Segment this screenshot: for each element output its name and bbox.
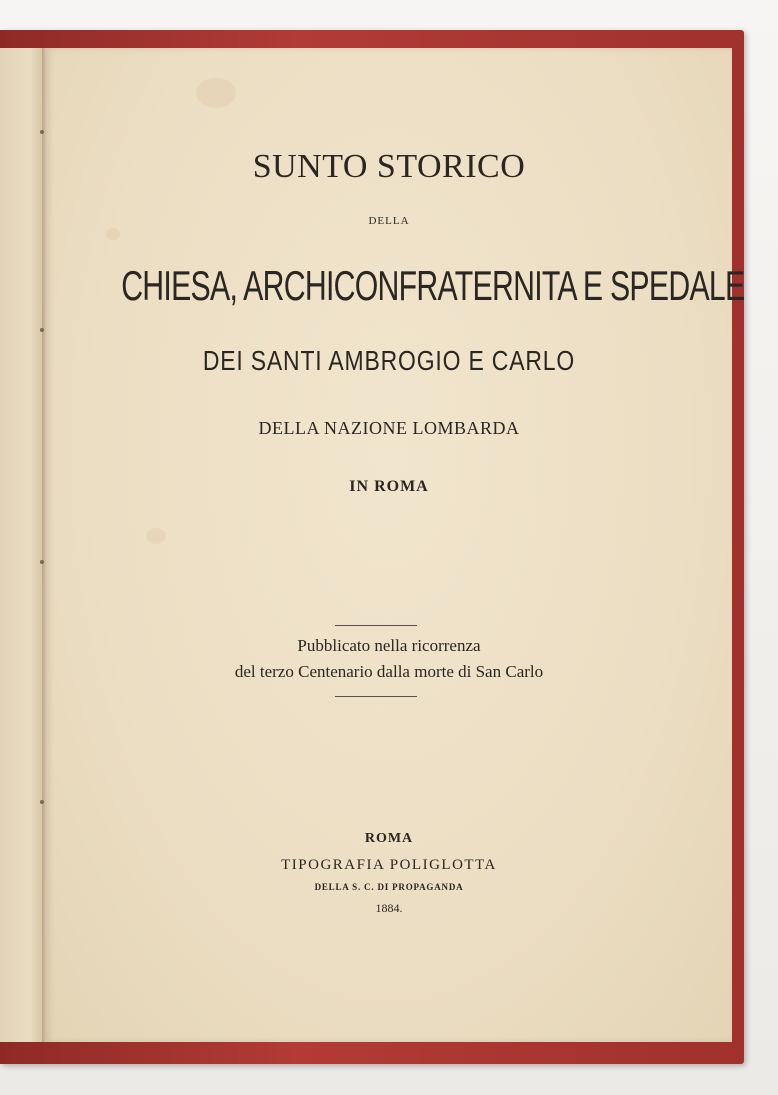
della-connector: DELLA [368,215,410,227]
occasion-line-2: del terzo Centenario dalla morte di San Carlo [234,662,544,681]
imprint-city: ROMA [364,831,414,846]
title-page [46,48,732,1042]
saints-heading [0,345,778,377]
subject-heading [0,262,778,310]
printer-name: TIPOGRAFIA POLIGLOTTA [281,857,497,873]
book-title: SUNTO STORICO [252,148,526,185]
nation-line: DELLA NAZIONE LOMBARDA [258,418,520,438]
paper-stain [146,528,166,544]
printer-subtitle: DELLA S. C. DI PROPAGANDA [314,882,464,892]
paper-stain [106,228,120,240]
bottom-divider-rule [335,696,417,697]
publication-year: 1884. [375,901,403,915]
binding-stitch [40,560,44,564]
flyleaf-page [0,48,42,1042]
paper-stain [196,78,236,108]
binding-stitch [40,800,44,804]
binding-stitch [40,130,44,134]
subject-text: CHIESA, ARCHICONFRATERNITA E SPEDALE [121,262,745,309]
occasion-line-1: Pubblicato nella ricorrenza [297,636,481,655]
saints-text: DEI SANTI AMBROGIO E CARLO [202,345,576,376]
top-divider-rule [335,625,417,626]
binding-stitch [40,328,44,332]
city-line: IN ROMA [349,478,429,495]
